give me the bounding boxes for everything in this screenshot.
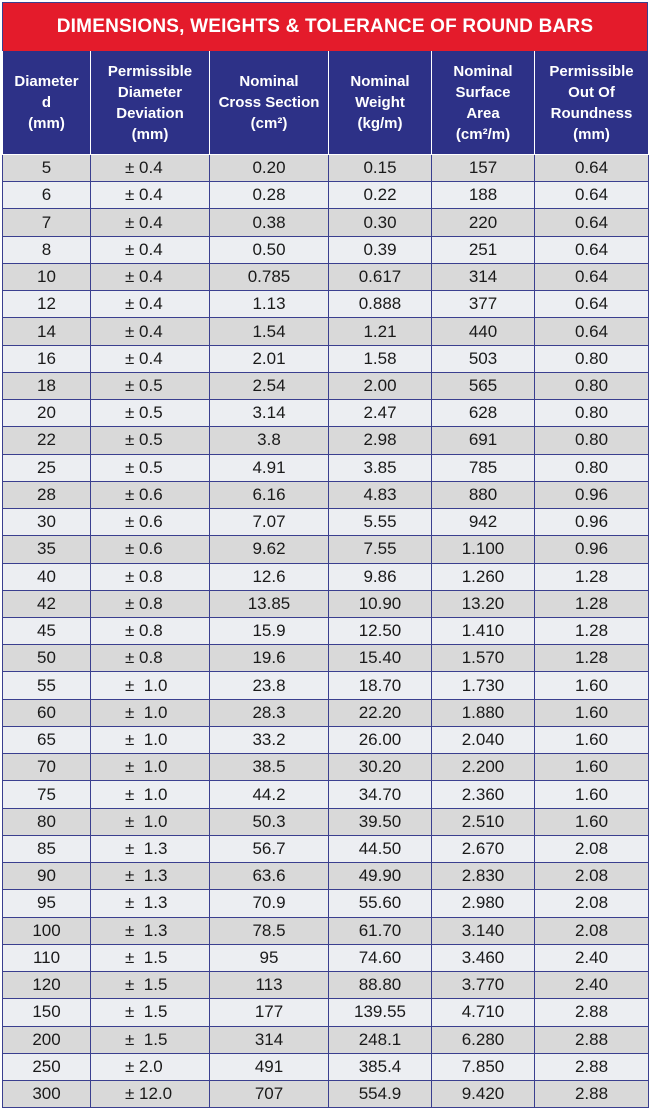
cell-out-of-roundness: 2.08 [535,890,649,917]
cell-diameter: 30 [3,509,91,536]
cell-diameter-deviation: ± 0.6 [91,481,210,508]
cell-weight: 0.15 [329,155,432,182]
cell-out-of-roundness: 0.80 [535,345,649,372]
table-row [3,536,649,563]
cell-weight: 0.22 [329,182,432,209]
header-line: Diameter [14,73,79,90]
cell-diameter: 80 [3,808,91,835]
cell-diameter-deviation: ± 1.3 [91,917,210,944]
header-line: Permissible [107,62,193,80]
cell-diameter-deviation: ± 0.5 [91,400,210,427]
cell-cross-section: 50.3 [210,808,329,835]
cell-surface-area: 4.710 [432,999,535,1026]
cell-out-of-roundness: 2.40 [535,972,649,999]
cell-diameter: 70 [3,754,91,781]
cell-diameter-deviation: ± 0.4 [91,236,210,263]
cell-weight: 9.86 [329,563,432,590]
cell-cross-section: 13.85 [210,590,329,617]
cell-cross-section: 314 [210,1026,329,1053]
cell-weight: 34.70 [329,781,432,808]
cell-weight: 18.70 [329,672,432,699]
table-row [3,645,649,672]
table-row [3,917,649,944]
cell-diameter-deviation: ± 1.0 [91,672,210,699]
cell-weight: 2.98 [329,427,432,454]
header-line: Area [466,104,500,122]
table-row [3,155,649,182]
cell-diameter: 120 [3,972,91,999]
cell-diameter: 6 [3,182,91,209]
cell-cross-section: 707 [210,1080,329,1107]
cell-weight: 0.39 [329,236,432,263]
cell-surface-area: 157 [432,155,535,182]
cell-cross-section: 9.62 [210,536,329,563]
cell-diameter-deviation: ± 0.4 [91,182,210,209]
cell-cross-section: 33.2 [210,726,329,753]
table-row [3,699,649,726]
cell-out-of-roundness: 2.88 [535,1026,649,1053]
cell-out-of-roundness: 2.08 [535,917,649,944]
cell-weight: 15.40 [329,645,432,672]
cell-cross-section: 56.7 [210,835,329,862]
table-row [3,972,649,999]
cell-surface-area: 2.040 [432,726,535,753]
cell-diameter-deviation: ± 0.4 [91,209,210,236]
header-line: Surface [455,83,511,101]
table-row [3,617,649,644]
table-row [3,835,649,862]
cell-out-of-roundness: 1.28 [535,563,649,590]
cell-diameter: 90 [3,863,91,890]
table-row [3,808,649,835]
table-row [3,944,649,971]
cell-surface-area: 2.830 [432,863,535,890]
cell-out-of-roundness: 0.64 [535,318,649,345]
cell-out-of-roundness: 0.96 [535,536,649,563]
table-row [3,427,649,454]
cell-out-of-roundness: 2.08 [535,863,649,890]
column-header-cross-section [210,51,329,155]
header-line: (cm²) [250,115,288,132]
cell-weight: 0.617 [329,263,432,290]
cell-out-of-roundness: 1.60 [535,808,649,835]
cell-weight: 3.85 [329,454,432,481]
cell-diameter-deviation: ± 2.0 [91,1053,210,1080]
cell-surface-area: 880 [432,481,535,508]
cell-surface-area: 6.280 [432,1026,535,1053]
cell-diameter: 45 [3,617,91,644]
cell-cross-section: 3.14 [210,400,329,427]
cell-surface-area: 3.770 [432,972,535,999]
cell-diameter-deviation: ± 1.5 [91,1026,210,1053]
cell-diameter: 12 [3,291,91,318]
cell-out-of-roundness: 0.80 [535,400,649,427]
cell-diameter: 150 [3,999,91,1026]
cell-surface-area: 440 [432,318,535,345]
header-line: (mm) [573,125,610,143]
cell-diameter-deviation: ± 1.3 [91,835,210,862]
cell-surface-area: 314 [432,263,535,290]
header-line: Out Of [568,83,615,101]
cell-diameter-deviation: ± 0.5 [91,372,210,399]
cell-diameter: 10 [3,263,91,290]
cell-cross-section: 177 [210,999,329,1026]
cell-diameter-deviation: ± 0.5 [91,427,210,454]
cell-surface-area: 13.20 [432,590,535,617]
cell-surface-area: 251 [432,236,535,263]
cell-surface-area: 942 [432,509,535,536]
cell-surface-area: 9.420 [432,1080,535,1107]
column-header-diameter [3,51,91,155]
cell-weight: 139.55 [329,999,432,1026]
cell-weight: 5.55 [329,509,432,536]
table-row [3,372,649,399]
cell-surface-area: 1.410 [432,617,535,644]
cell-cross-section: 7.07 [210,509,329,536]
cell-weight: 22.20 [329,699,432,726]
cell-diameter-deviation: ± 0.8 [91,617,210,644]
header-line: Diameter [117,83,183,101]
table-row [3,754,649,781]
cell-diameter-deviation: ± 1.3 [91,890,210,917]
header-line: Roundness [550,104,633,122]
cell-diameter-deviation: ± 1.0 [91,808,210,835]
header-line: Nominal [453,62,513,80]
header-line: Cross Section [218,94,320,111]
cell-weight: 2.47 [329,400,432,427]
header-line: Weight [355,94,405,111]
cell-weight: 2.00 [329,372,432,399]
cell-diameter: 40 [3,563,91,590]
cell-diameter: 55 [3,672,91,699]
cell-surface-area: 377 [432,291,535,318]
cell-out-of-roundness: 0.96 [535,509,649,536]
cell-diameter: 300 [3,1080,91,1107]
table-row [3,509,649,536]
cell-cross-section: 0.20 [210,155,329,182]
table-row [3,263,649,290]
table-row [3,999,649,1026]
header-row [3,51,649,155]
cell-out-of-roundness: 1.60 [535,672,649,699]
cell-diameter-deviation: ± 0.4 [91,318,210,345]
table-title: DIMENSIONS, WEIGHTS & TOLERANCE OF ROUND BARS [2,2,648,51]
cell-out-of-roundness: 0.64 [535,155,649,182]
cell-out-of-roundness: 2.88 [535,999,649,1026]
header-line: Nominal [239,73,299,90]
cell-diameter: 250 [3,1053,91,1080]
cell-surface-area: 1.260 [432,563,535,590]
cell-surface-area: 691 [432,427,535,454]
table-body [3,155,649,1108]
table-row [3,454,649,481]
header-line: d [41,94,52,111]
cell-diameter: 75 [3,781,91,808]
cell-out-of-roundness: 0.80 [535,427,649,454]
table-row [3,890,649,917]
cell-cross-section: 44.2 [210,781,329,808]
dimensions-table [2,51,649,1108]
cell-diameter: 28 [3,481,91,508]
column-header-weight [329,51,432,155]
cell-cross-section: 63.6 [210,863,329,890]
cell-diameter: 110 [3,944,91,971]
table-row [3,590,649,617]
cell-out-of-roundness: 2.40 [535,944,649,971]
cell-out-of-roundness: 0.96 [535,481,649,508]
cell-surface-area: 188 [432,182,535,209]
cell-surface-area: 1.100 [432,536,535,563]
cell-out-of-roundness: 1.60 [535,781,649,808]
cell-diameter-deviation: ± 0.5 [91,454,210,481]
cell-diameter-deviation: ± 1.0 [91,754,210,781]
cell-diameter: 50 [3,645,91,672]
cell-out-of-roundness: 1.60 [535,754,649,781]
cell-diameter-deviation: ± 1.0 [91,726,210,753]
cell-cross-section: 1.54 [210,318,329,345]
cell-diameter-deviation: ± 0.8 [91,590,210,617]
cell-diameter-deviation: ± 0.4 [91,263,210,290]
cell-cross-section: 2.54 [210,372,329,399]
cell-diameter: 85 [3,835,91,862]
cell-diameter: 14 [3,318,91,345]
cell-surface-area: 1.880 [432,699,535,726]
cell-diameter-deviation: ± 0.6 [91,509,210,536]
cell-diameter-deviation: ± 1.5 [91,999,210,1026]
cell-weight: 385.4 [329,1053,432,1080]
header-line: (kg/m) [357,115,403,132]
table-row [3,291,649,318]
cell-out-of-roundness: 1.28 [535,645,649,672]
table-row [3,1026,649,1053]
cell-cross-section: 491 [210,1053,329,1080]
cell-cross-section: 15.9 [210,617,329,644]
column-header-surface-area [432,51,535,155]
cell-surface-area: 3.460 [432,944,535,971]
cell-diameter: 8 [3,236,91,263]
table-row [3,182,649,209]
cell-cross-section: 70.9 [210,890,329,917]
cell-weight: 1.21 [329,318,432,345]
cell-cross-section: 0.785 [210,263,329,290]
header-line: (mm) [28,115,65,132]
header-line: Permissible [549,62,634,80]
cell-diameter-deviation: ± 0.8 [91,645,210,672]
table-row [3,400,649,427]
cell-diameter: 16 [3,345,91,372]
cell-out-of-roundness: 0.80 [535,372,649,399]
cell-weight: 0.888 [329,291,432,318]
cell-cross-section: 2.01 [210,345,329,372]
table-row [3,672,649,699]
cell-cross-section: 1.13 [210,291,329,318]
header-line: Deviation [116,104,184,122]
cell-surface-area: 628 [432,400,535,427]
cell-diameter: 22 [3,427,91,454]
cell-surface-area: 785 [432,454,535,481]
cell-diameter-deviation: ± 1.0 [91,781,210,808]
cell-diameter: 65 [3,726,91,753]
cell-diameter-deviation: ± 1.0 [91,699,210,726]
column-header-out-of-roundness [535,51,649,155]
cell-out-of-roundness: 0.64 [535,291,649,318]
cell-diameter: 100 [3,917,91,944]
table-row [3,781,649,808]
cell-out-of-roundness: 0.64 [535,263,649,290]
cell-out-of-roundness: 0.80 [535,454,649,481]
cell-weight: 55.60 [329,890,432,917]
cell-weight: 0.30 [329,209,432,236]
cell-diameter: 7 [3,209,91,236]
cell-surface-area: 220 [432,209,535,236]
cell-weight: 7.55 [329,536,432,563]
cell-diameter-deviation: ± 0.4 [91,291,210,318]
cell-cross-section: 19.6 [210,645,329,672]
cell-weight: 12.50 [329,617,432,644]
table-row [3,1053,649,1080]
cell-out-of-roundness: 1.28 [535,617,649,644]
table-row [3,863,649,890]
column-header-diameter-deviation [91,51,210,155]
cell-cross-section: 4.91 [210,454,329,481]
table-row [3,318,649,345]
table-row [3,236,649,263]
cell-diameter-deviation: ± 0.6 [91,536,210,563]
cell-diameter-deviation: ± 0.8 [91,563,210,590]
header-line: (mm) [131,125,169,143]
cell-diameter-deviation: ± 1.3 [91,863,210,890]
cell-surface-area: 2.670 [432,835,535,862]
table-row [3,481,649,508]
cell-diameter: 200 [3,1026,91,1053]
cell-surface-area: 2.510 [432,808,535,835]
cell-cross-section: 3.8 [210,427,329,454]
cell-weight: 61.70 [329,917,432,944]
cell-cross-section: 23.8 [210,672,329,699]
cell-diameter: 42 [3,590,91,617]
cell-diameter: 18 [3,372,91,399]
cell-out-of-roundness: 1.60 [535,699,649,726]
cell-diameter: 20 [3,400,91,427]
cell-diameter: 95 [3,890,91,917]
cell-cross-section: 38.5 [210,754,329,781]
table-row [3,345,649,372]
cell-weight: 26.00 [329,726,432,753]
cell-weight: 1.58 [329,345,432,372]
cell-diameter-deviation: ± 1.5 [91,944,210,971]
cell-out-of-roundness: 0.64 [535,182,649,209]
cell-cross-section: 78.5 [210,917,329,944]
cell-weight: 88.80 [329,972,432,999]
cell-surface-area: 2.980 [432,890,535,917]
cell-diameter: 35 [3,536,91,563]
cell-weight: 30.20 [329,754,432,781]
cell-cross-section: 113 [210,972,329,999]
cell-out-of-roundness: 1.28 [535,590,649,617]
cell-cross-section: 6.16 [210,481,329,508]
cell-out-of-roundness: 2.88 [535,1080,649,1107]
cell-cross-section: 95 [210,944,329,971]
cell-diameter-deviation: ± 1.5 [91,972,210,999]
cell-diameter: 5 [3,155,91,182]
cell-diameter-deviation: ± 0.4 [91,345,210,372]
cell-surface-area: 2.360 [432,781,535,808]
cell-weight: 4.83 [329,481,432,508]
table-row [3,209,649,236]
cell-cross-section: 0.28 [210,182,329,209]
cell-weight: 39.50 [329,808,432,835]
header-line: (cm²/m) [455,125,511,143]
cell-weight: 248.1 [329,1026,432,1053]
table-row [3,726,649,753]
header-line: Nominal [350,73,410,90]
cell-surface-area: 503 [432,345,535,372]
cell-cross-section: 0.50 [210,236,329,263]
cell-surface-area: 1.570 [432,645,535,672]
cell-weight: 74.60 [329,944,432,971]
cell-diameter: 60 [3,699,91,726]
cell-cross-section: 0.38 [210,209,329,236]
cell-surface-area: 565 [432,372,535,399]
cell-out-of-roundness: 1.60 [535,726,649,753]
cell-surface-area: 2.200 [432,754,535,781]
table-row [3,1080,649,1107]
cell-weight: 10.90 [329,590,432,617]
table-row [3,563,649,590]
cell-weight: 44.50 [329,835,432,862]
cell-diameter-deviation: ± 0.4 [91,155,210,182]
cell-weight: 554.9 [329,1080,432,1107]
cell-surface-area: 1.730 [432,672,535,699]
cell-diameter: 25 [3,454,91,481]
cell-out-of-roundness: 0.64 [535,209,649,236]
cell-diameter-deviation: ± 12.0 [91,1080,210,1107]
cell-weight: 49.90 [329,863,432,890]
cell-out-of-roundness: 2.08 [535,835,649,862]
cell-out-of-roundness: 0.64 [535,236,649,263]
cell-surface-area: 3.140 [432,917,535,944]
cell-out-of-roundness: 2.88 [535,1053,649,1080]
cell-surface-area: 7.850 [432,1053,535,1080]
cell-cross-section: 12.6 [210,563,329,590]
cell-cross-section: 28.3 [210,699,329,726]
